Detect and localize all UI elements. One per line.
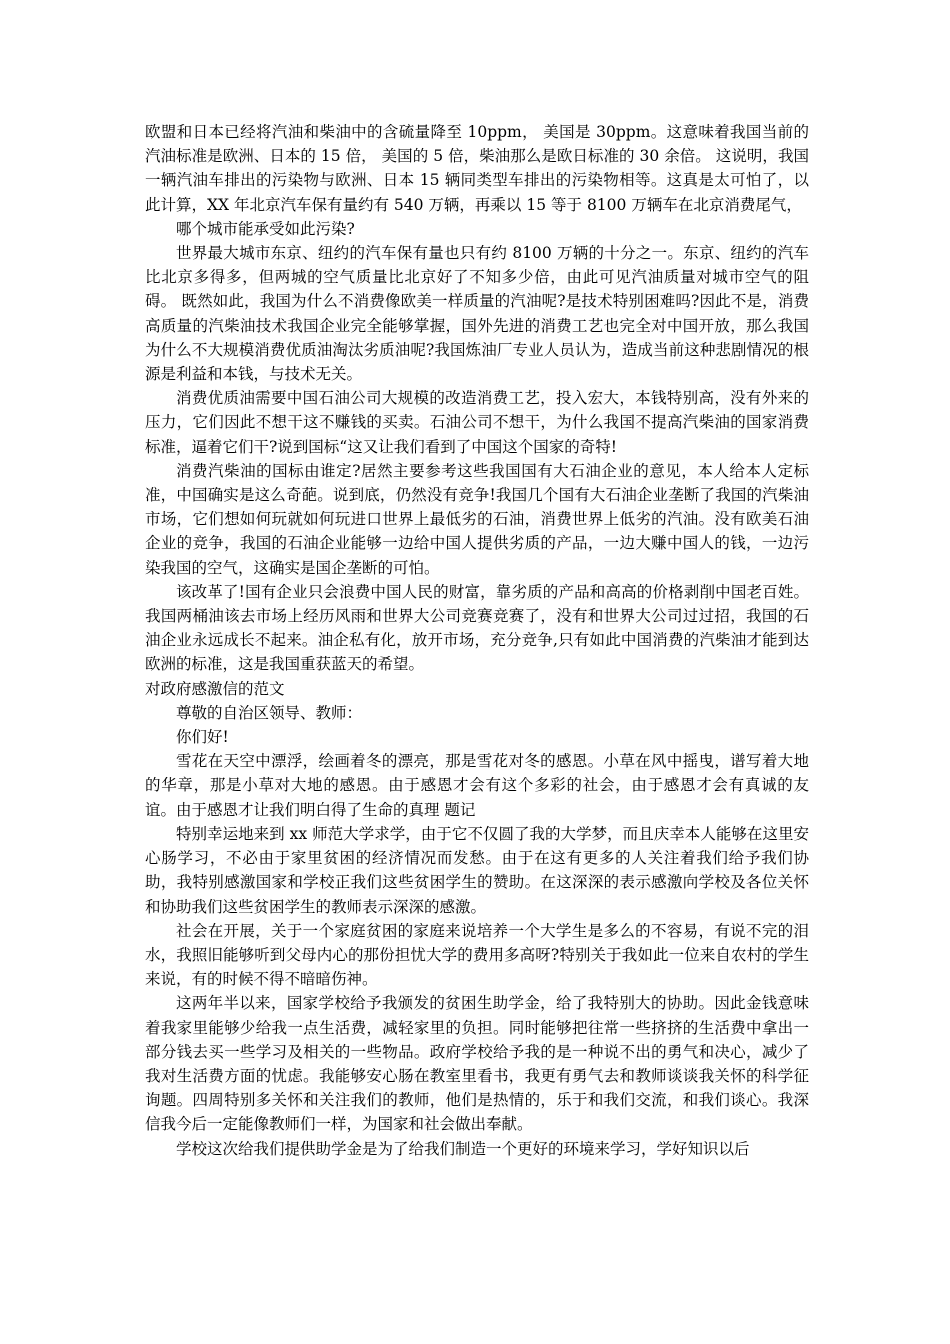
section-title: 对政府感激信的范文 (145, 679, 285, 698)
body-paragraph: 消费优质油需要中国石油公司大规模的改造消费工艺，投入宏大，本钱特别高，没有外来的压力，它们因此不想干这不赚钱的买卖。石油公司不想干，为什么我国不提高汽柴油的国家消费标准，逼着它们干?说到国标“这又让我们看到了中国这个国家的奇特! (145, 389, 809, 456)
body-paragraph: 哪个城市能承受如此污染? (176, 219, 355, 238)
body-paragraph: 特别幸运地来到 xx 师范大学求学，由于它不仅圆了我的大学梦，而且庆幸本人能够在这里安心肠学习，不必由于家里贫困的经济情况而发愁。由于在这有更多的人关注着我们给予我们协助，我特别感激国家和学校正我们这些贫困学生的赞助。在这深深的表示感激向学校及各位关怀和协助我们这些贫困学生的教师表示深深的感激。 (145, 824, 809, 916)
letter-greeting: 你们好! (176, 728, 229, 747)
body-paragraph: 欧盟和日本已经将汽油和柴油中的含硫量降至 10ppm， 美国是 30ppm。这意味着我国当前的汽油标准是欧洲、日本的 15 倍， 美国的 5 倍，柴油那么是欧日标准的 30 余倍。 这说明，我国一辆汽油车排出的污染物与欧洲、日本 15 辆同类型车排出的污染物相等。这真是太可怕了，以此计算，XX 年北京汽车保有量约有 540 万辆，再乘以 15 等于 8100 万辆车在北京消费尾气， (145, 123, 809, 214)
body-paragraph: 社会在开展，关于一个家庭贫困的家庭来说培养一个大学生是多么的不容易，有说不完的泪水，我照旧能够听到父母内心的那份担忧大学的费用多高呀?特别关于我如此一位来自农村的学生来说，有的时候不得不暗暗伤神。 (145, 921, 809, 989)
document-body (145, 120, 809, 1161)
body-paragraph: 世界最大城市东京、纽约的汽车保有量也只有约 8100 万辆的十分之一。东京、纽约的汽车比北京多得多，但两城的空气质量比北京好了不知多少倍，由此可见汽油质量对城市空气的阻碍。 既然如此，我国为什么不消费像欧美一样质量的汽油呢?是技术特别困难吗?因此不是，消费高质量的汽柴油技术我国企业完全能够掌握，国外先进的消费工艺也完全对中国开放，那么我国为什么不大规模消费优质油淘汰劣质油呢?我国炼油厂专业人员认为，造成当前这种悲剧情况的根源是利益和本钱，与技术无关。 (145, 244, 809, 384)
body-paragraph: 雪花在天空中漂浮，绘画着冬的漂亮，那是雪花对冬的感恩。小草在风中摇曳，谱写着大地的华章，那是小草对大地的感恩。由于感恩才会有这个多彩的社会，由于感恩才会有真诚的友谊。由于感恩才让我们明白得了生命的真理 题记 (145, 752, 809, 819)
body-paragraph: 消费汽柴油的国标由谁定?居然主要参考这些我国国有大石油企业的意见，本人给本人定标准，中国确实是这么奇葩。说到底，仍然没有竞争!我国几个国有大石油企业垄断了我国的汽柴油市场，它们想如何玩就如何玩进口世界上最低劣的石油，消费世界上低劣的汽油。没有欧美石油企业的竞争，我国的石油企业能够一边给中国人提供劣质的产品，一边大赚中国人的钱，一边污染我国的空气，这确实是国企垄断的可怕。 (145, 461, 809, 577)
body-paragraph: 这两年半以来，国家学校给予我颁发的贫困生助学金，给了我特别大的协助。因此金钱意味着我家里能够少给我一点生活费，减轻家里的负担。同时能够把往常一些挤挤的生活费中拿出一部分钱去买一些学习及相关的一些物品。政府学校给予我的是一种说不出的勇气和决心，减少了我对生活费方面的忧虑。我能够安心肠在教室里看书，我更有勇气去和教师谈谈我关怀的科学征询题。四周特别多关怀和关注我们的教师，他们是热情的，乐于和我们交流，和我们谈心。我深信我今后一定能像教师们一样，为国家和社会做出奉献。 (145, 994, 809, 1134)
body-paragraph: 该改革了!国有企业只会浪费中国人民的财富，靠劣质的产品和高高的价格剥削中国老百姓。我国两桶油该去市场上经历风雨和世界大公司竞赛竞赛了，没有和世界大公司过过招，我国的石油企业永远成长不起来。油企私有化，放开市场，充分竞争,只有如此中国消费的汽柴油才能到达欧洲的标准，这是我国重获蓝天的希望。 (145, 582, 809, 674)
body-paragraph: 学校这次给我们提供助学金是为了给我们制造一个更好的环境来学习，学好知识以后 (176, 1139, 750, 1158)
letter-salutation: 尊敬的自治区领导、教师： (176, 703, 363, 722)
